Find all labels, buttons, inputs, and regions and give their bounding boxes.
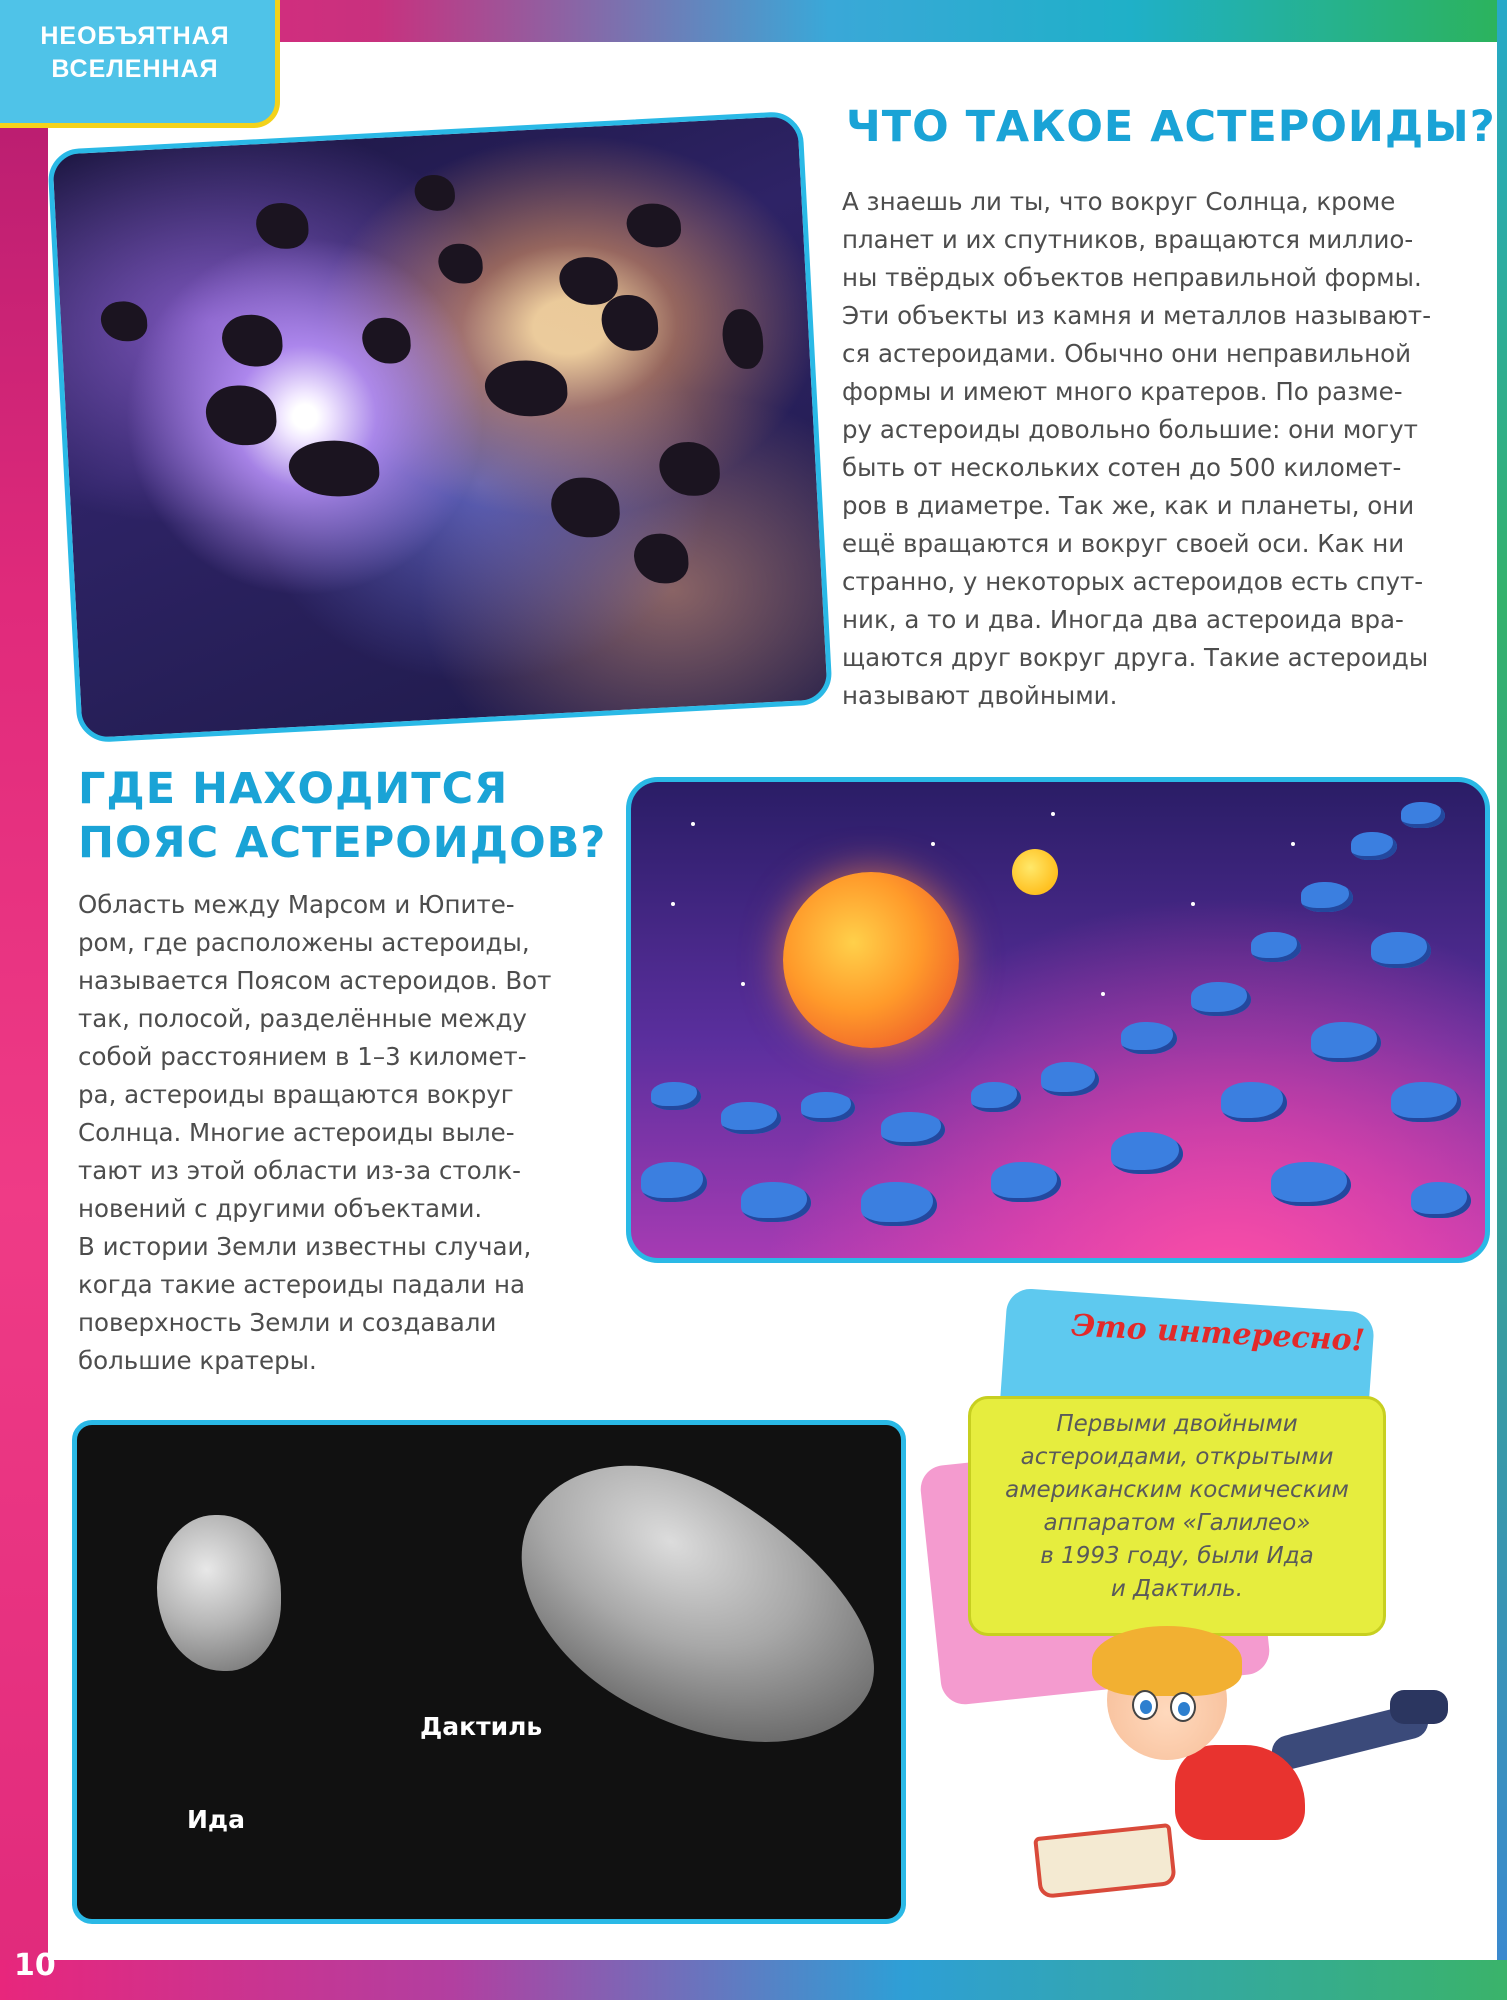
star	[1101, 992, 1105, 996]
fact-line: аппаратом «Галилео»	[1043, 1510, 1311, 1536]
section-tab-line1: НЕОБЪЯТНАЯ	[40, 22, 230, 50]
text-line: ещё вращаются и вокруг своей оси. Как ни	[842, 529, 1405, 558]
belt-asteroid	[641, 1162, 707, 1202]
text-line: так, полосой, разделённые между	[78, 1004, 527, 1033]
asteroid-rock	[221, 313, 284, 368]
text-line: поверхность Земли и создавали	[78, 1308, 497, 1337]
text-line: большие кратеры.	[78, 1346, 317, 1375]
star	[931, 842, 935, 846]
text-line: странно, у некоторых астероидов есть спут-	[842, 567, 1424, 596]
star	[741, 982, 745, 986]
belt-asteroid	[801, 1092, 855, 1122]
bottom-gradient-border	[0, 1960, 1507, 2000]
asteroid-rock	[100, 300, 148, 342]
large-asteroid-shape	[475, 1420, 906, 1805]
asteroid-rock	[437, 243, 483, 285]
asteroid-rock	[658, 440, 721, 497]
section-tab-line2: ВСЕЛЕННАЯ	[51, 55, 219, 83]
belt-asteroid	[1121, 1022, 1177, 1054]
text-line: быть от нескольких сотен до 500 километ-	[842, 453, 1402, 482]
text-line: Эти объекты из камня и металлов называют-	[842, 301, 1432, 330]
text-line: планет и их спутников, вращаются миллио-	[842, 225, 1414, 254]
asteroid-rock	[255, 202, 309, 251]
asteroid-rock	[205, 384, 278, 448]
belt-asteroid	[1041, 1062, 1099, 1096]
asteroid-rock	[626, 202, 682, 249]
asteroid-rock	[600, 293, 659, 352]
fact-line: и Дактиль.	[1110, 1576, 1244, 1602]
star	[671, 902, 675, 906]
text-line: Солнца. Многие астероиды выле-	[78, 1118, 515, 1147]
text-line: собой расстоянием в 1–3 километ-	[78, 1042, 527, 1071]
belt-heading-line1: ГДЕ НАХОДИТСЯ	[78, 764, 509, 814]
nebula-asteroids-image	[47, 111, 833, 744]
asteroid-rock	[414, 174, 456, 212]
star	[1191, 902, 1195, 906]
asteroid-rock	[558, 256, 618, 307]
belt-asteroid	[971, 1082, 1021, 1112]
fact-line: американским космическим	[1005, 1477, 1349, 1503]
small-moon-shape	[157, 1515, 281, 1671]
belt-asteroid	[1411, 1182, 1471, 1218]
belt-asteroid	[1311, 1022, 1381, 1062]
belt-heading-line2: ПОЯС АСТЕРОИДОВ?	[78, 818, 607, 868]
asteroid-rock	[633, 532, 690, 585]
belt-asteroid	[1111, 1132, 1183, 1174]
star	[1051, 812, 1055, 816]
text-line: ся астероидами. Обычно они неправильной	[842, 339, 1412, 368]
text-line: ник, а то и два. Иногда два астероида вра-	[842, 605, 1404, 634]
belt-asteroid	[721, 1102, 781, 1134]
fun-fact-title: Это интересно!	[1070, 1308, 1366, 1359]
text-line: Область между Марсом и Юпите-	[78, 890, 515, 919]
text-line: ра, астероиды вращаются вокруг	[78, 1080, 514, 1109]
belt-asteroid	[1391, 1082, 1461, 1122]
asteroid-rock	[550, 476, 621, 539]
belt-asteroid	[1351, 832, 1397, 860]
kid-eye	[1132, 1690, 1158, 1720]
text-line: ром, где расположены астероиды,	[78, 928, 530, 957]
text-line: когда такие астероиды падали на	[78, 1270, 526, 1299]
asteroid-rock	[721, 308, 764, 370]
belt-paragraph	[78, 886, 618, 1380]
belt-asteroid	[861, 1182, 937, 1226]
belt-asteroid	[1271, 1162, 1351, 1206]
asteroid-rock	[361, 316, 411, 364]
fact-line: в 1993 году, были Ида	[1040, 1543, 1314, 1569]
belt-asteroid	[651, 1082, 701, 1110]
asteroid-rock	[288, 438, 381, 499]
belt-asteroid	[1251, 932, 1301, 962]
text-line: тают из этой области из-за столк-	[78, 1156, 521, 1185]
kid-hair	[1092, 1626, 1242, 1696]
section-tab-label	[0, 20, 270, 86]
page-number: 10	[14, 1948, 56, 1983]
text-line: ров в диаметре. Так же, как и планеты, они	[842, 491, 1415, 520]
kid-eye	[1170, 1692, 1196, 1722]
ida-dactyl-photo	[72, 1420, 906, 1924]
text-line: В истории Земли известны случаи,	[78, 1232, 532, 1261]
asteroids-heading: ЧТО ТАКОЕ АСТЕРОИДЫ?	[846, 102, 1496, 152]
jupiter-planet	[783, 872, 959, 1048]
fact-line: Первыми двойными	[1056, 1411, 1298, 1437]
belt-asteroid	[1401, 802, 1445, 828]
small-yellow-planet	[1012, 849, 1058, 895]
belt-asteroid	[1301, 882, 1353, 912]
text-line: называют двойными.	[842, 681, 1118, 710]
text-line: А знаешь ли ты, что вокруг Солнца, кроме	[842, 187, 1396, 216]
text-line: ру астероиды довольно большие: они могут	[842, 415, 1418, 444]
fun-fact-text	[982, 1408, 1372, 1606]
belt-heading	[78, 762, 606, 870]
asteroid-rock	[484, 358, 569, 418]
left-gradient-border	[0, 0, 48, 2000]
belt-asteroid	[1371, 932, 1431, 968]
asteroid-belt-illustration	[626, 777, 1490, 1263]
belt-asteroid	[741, 1182, 811, 1222]
belt-asteroid	[991, 1162, 1061, 1202]
text-line: ны твёрдых объектов неправильной формы.	[842, 263, 1422, 292]
dactyl-label: Дактиль	[420, 1712, 543, 1741]
belt-asteroid	[1221, 1082, 1287, 1122]
fact-line: астероидами, открытыми	[1020, 1444, 1334, 1470]
text-line: называется Поясом астероидов. Вот	[78, 966, 552, 995]
star	[691, 822, 695, 826]
kid-shoe	[1390, 1690, 1448, 1724]
belt-asteroid	[1191, 982, 1251, 1016]
text-line: формы и имеют много кратеров. По разме-	[842, 377, 1403, 406]
text-line: щаются друг вокруг друга. Такие астероиды	[842, 643, 1429, 672]
ida-label: Ида	[187, 1805, 245, 1834]
asteroids-paragraph	[842, 183, 1482, 715]
star	[1291, 842, 1295, 846]
right-gradient-border	[1497, 0, 1507, 2000]
section-tab	[0, 0, 280, 128]
belt-asteroid	[881, 1112, 945, 1146]
text-line: новений с другими объектами.	[78, 1194, 483, 1223]
